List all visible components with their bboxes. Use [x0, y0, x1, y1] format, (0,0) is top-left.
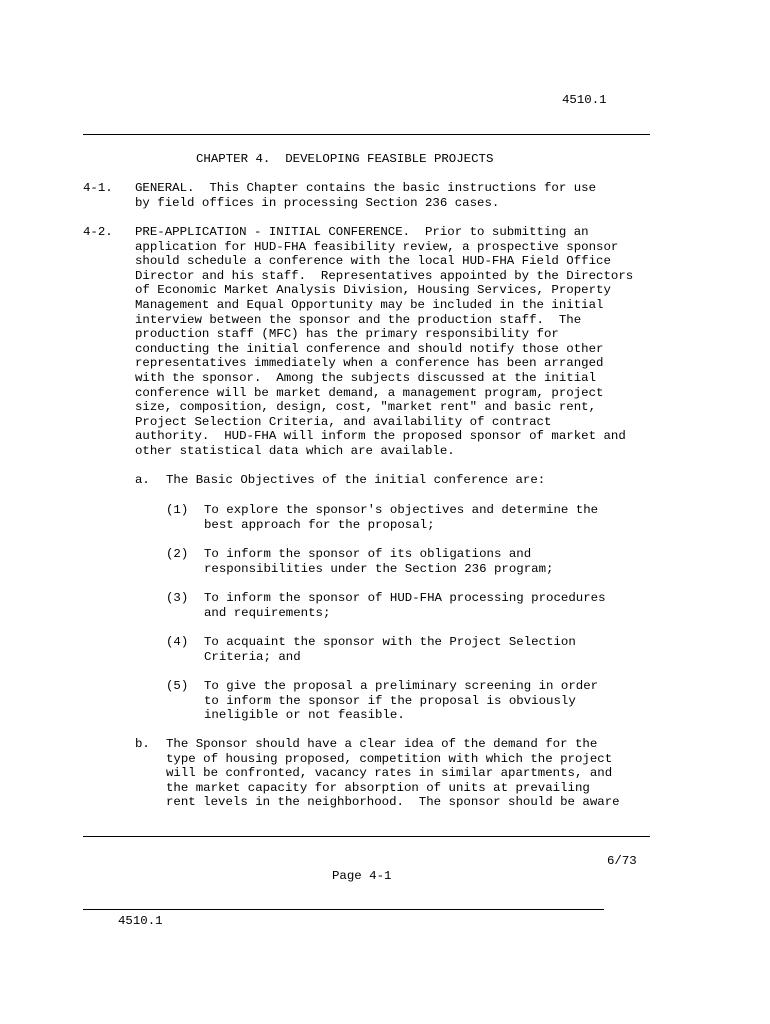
section-4-2-line: production staff (MFC) has the primary responsibility for — [135, 327, 559, 342]
subitem-3-line: and requirements; — [204, 605, 331, 620]
section-4-2-line: conducting the initial conference and should notify those other — [135, 341, 604, 356]
section-4-1-line: by field offices in processing Section 236 cases. — [135, 195, 500, 210]
section-4-2-line: conference will be market demand, a management program, project — [135, 385, 604, 400]
item-a-label: a. — [135, 473, 150, 487]
item-b-line: type of housing proposed, competition with which the project — [166, 751, 613, 766]
item-b-label: b. — [135, 737, 150, 751]
subitem-1-line: best approach for the proposal; — [204, 517, 435, 532]
chapter-title: CHAPTER 4. DEVELOPING FEASIBLE PROJECTS — [196, 152, 494, 166]
subitem-1-line: To explore the sponsor's objectives and determine the — [204, 503, 599, 517]
header-rule — [83, 134, 650, 135]
section-4-2-line: representatives immediately when a conference has been arranged — [135, 356, 604, 371]
section-4-2-line: other statistical data which are available. — [135, 444, 455, 458]
item-a-text: The Basic Objectives of the initial conference are: — [166, 473, 546, 487]
section-4-2-line: size, composition, design, cost, "market rent" and basic rent, — [135, 400, 597, 415]
footer-rule — [83, 836, 650, 837]
subitem-3-number: (3) — [166, 591, 189, 605]
next-page-doc-number: 4510.1 — [118, 914, 163, 928]
subitem-2-line: To inform the sponsor of its obligations and — [204, 547, 532, 561]
item-b-line: the market capacity for absorption of units at prevailing — [166, 780, 590, 795]
item-b-line: rent levels in the neighborhood. The sponsor should be aware — [166, 795, 620, 810]
section-4-2-line: of Economic Market Analysis Division, Housing Services, Property — [135, 283, 611, 298]
subitem-2-number: (2) — [166, 547, 189, 561]
section-4-2-line: authority. HUD-FHA will inform the proposed sponsor of market and — [135, 429, 626, 444]
section-4-2-line: interview between the sponsor and the production staff. The — [135, 312, 582, 327]
section-4-2-line: with the sponsor. Among the subjects discussed at the initial — [135, 371, 597, 385]
section-4-2-line: PRE-APPLICATION - INITIAL CONFERENCE. Prior to submitting an — [135, 225, 589, 239]
item-b-line: will be confronted, vacancy rates in similar apartments, and — [166, 766, 613, 781]
subitem-4-line: To acquaint the sponsor with the Project Selection — [204, 635, 576, 649]
next-page-rule — [83, 909, 604, 910]
subitem-5-line: ineligible or not feasible. — [204, 708, 405, 723]
subitem-5-line: To give the proposal a preliminary screening in order — [204, 679, 599, 693]
subitem-1-number: (1) — [166, 503, 189, 517]
section-4-1-line: GENERAL. This Chapter contains the basic instructions for use — [135, 181, 597, 195]
footer-page-number: Page 4-1 — [332, 869, 392, 883]
section-4-2-line: application for HUD-FHA feasibility review, a prospective sponsor — [135, 239, 619, 254]
section-4-2-line: Project Selection Criteria, and availability of contract — [135, 414, 552, 429]
header-doc-number: 4510.1 — [562, 93, 607, 107]
subitem-4-number: (4) — [166, 635, 189, 649]
section-4-2-line: Director and his staff. Representatives appointed by the Directors — [135, 268, 634, 283]
footer-date: 6/73 — [607, 854, 637, 868]
section-4-2-line: Management and Equal Opportunity may be included in the initial — [135, 298, 604, 312]
subitem-2-line: responsibilities under the Section 236 program; — [204, 561, 554, 576]
section-4-1-number: 4-1. — [83, 181, 113, 195]
section-4-2-number: 4-2. — [83, 225, 113, 239]
subitem-3-line: To inform the sponsor of HUD-FHA processing procedures — [204, 591, 606, 605]
subitem-5-line: to inform the sponsor if the proposal is obviously — [204, 693, 576, 708]
item-b-line: The Sponsor should have a clear idea of the demand for the — [166, 737, 598, 751]
section-4-2-line: should schedule a conference with the local HUD-FHA Field Office — [135, 254, 611, 269]
subitem-4-line: Criteria; and — [204, 649, 301, 664]
subitem-5-number: (5) — [166, 679, 189, 693]
